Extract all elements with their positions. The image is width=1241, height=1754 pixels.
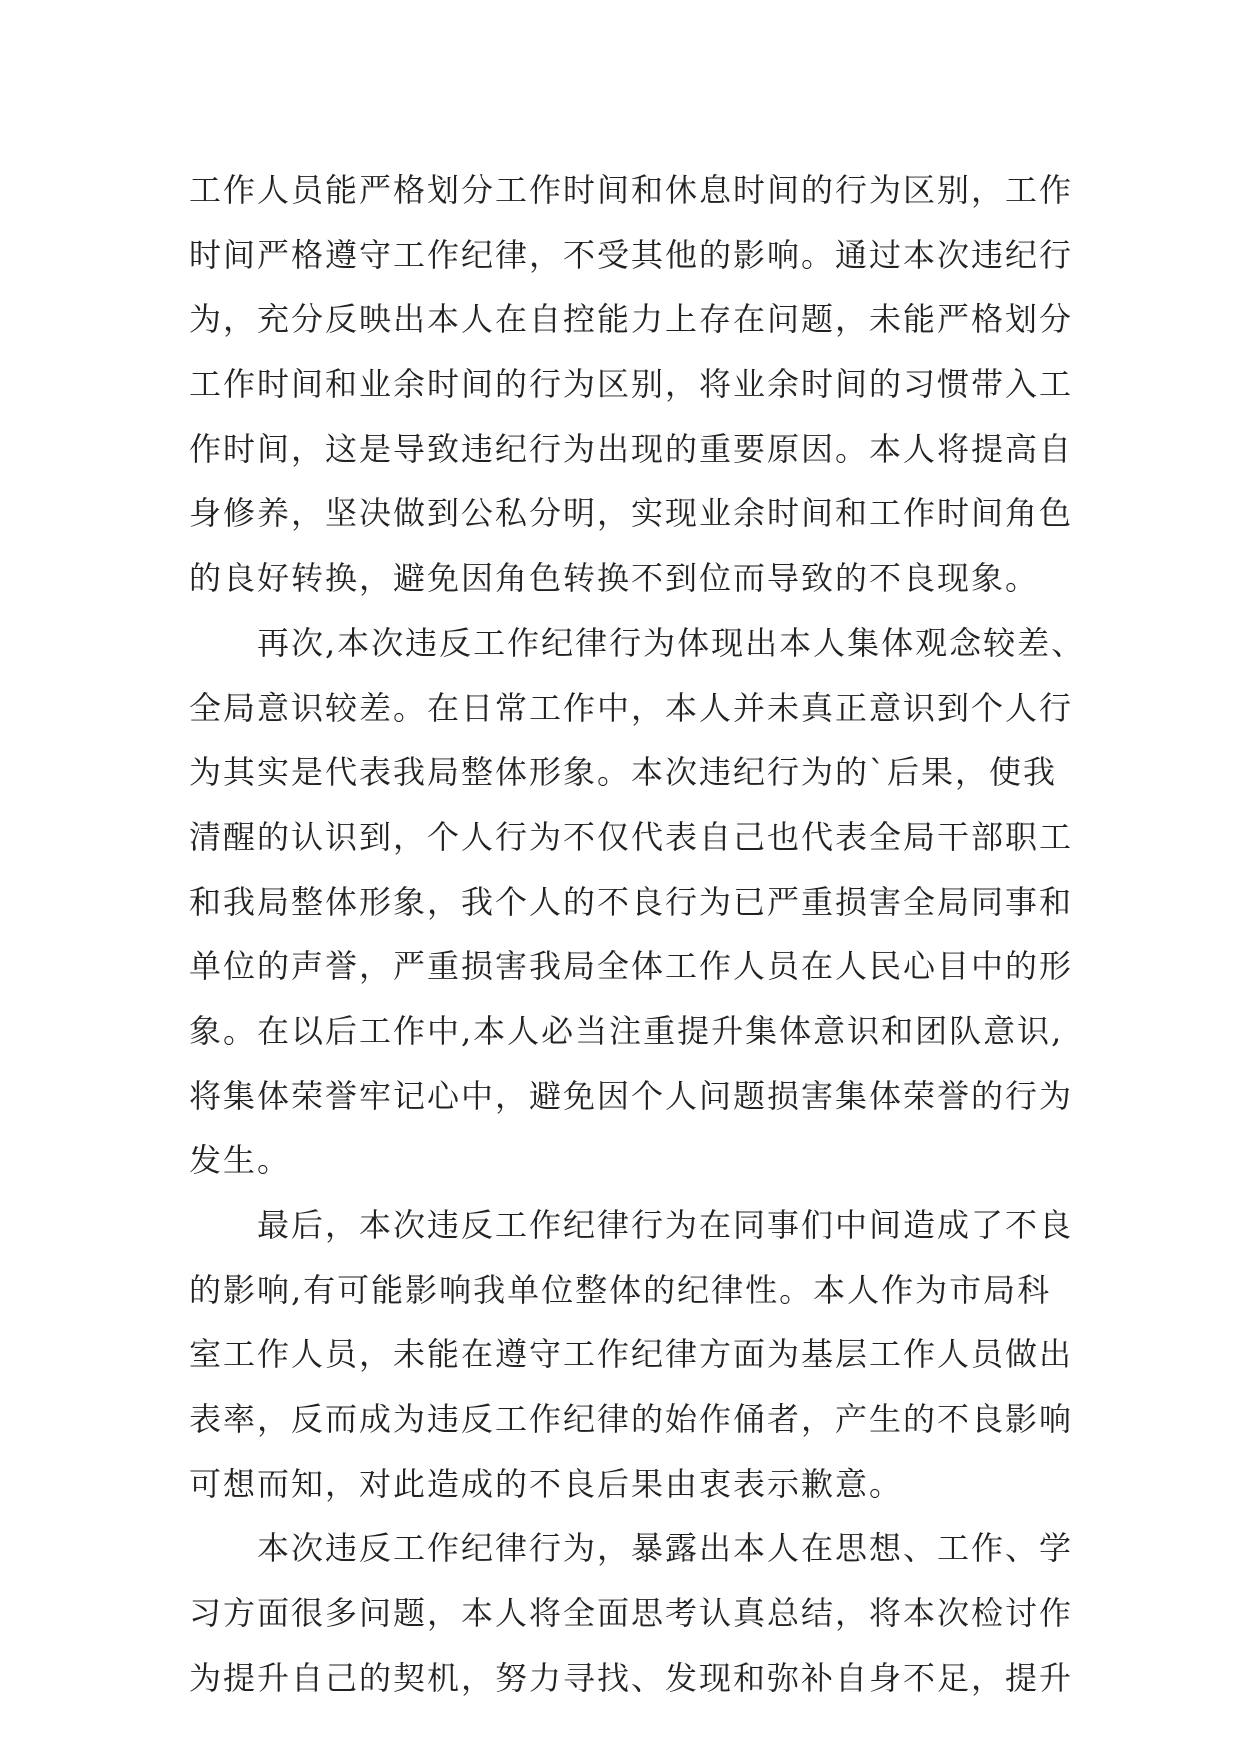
text-line: 清醒的认识到，个人行为不仅代表自己也代表全局干部职工	[189, 817, 1074, 856]
document-body	[189, 158, 1086, 1711]
text-line: 习方面很多问题，本人将全面思考认真总结，将本次检讨作	[189, 1594, 1074, 1633]
text-line: 的影响,有可能影响我单位整体的纪律性。本人作为市局科	[189, 1270, 1052, 1309]
text-line: 再次,本次违反工作纪律行为体现出本人集体观念较差、	[257, 623, 1086, 662]
paragraph	[189, 1516, 1074, 1710]
text-line: 本次违反工作纪律行为，暴露出本人在思想、工作、学	[257, 1529, 1074, 1568]
text-line: 室工作人员，未能在遵守工作纪律方面为基层工作人员做出	[189, 1335, 1074, 1374]
paragraph	[189, 611, 1086, 1193]
text-line: 表率，反而成为违反工作纪律的始作俑者，产生的不良影响	[189, 1400, 1074, 1439]
text-line: 象。在以后工作中,本人必当注重提升集体意识和团队意识,	[189, 1011, 1064, 1050]
text-line: 可想而知，对此造成的不良后果由衷表示歉意。	[189, 1464, 904, 1503]
text-line: 为其实是代表我局整体形象。本次违纪行为的`后果，使我	[189, 753, 1058, 792]
text-line: 作时间，这是导致违纪行为出现的重要原因。本人将提高自	[189, 429, 1074, 468]
text-line: 工作时间和业余时间的行为区别，将业余时间的习惯带入工	[189, 365, 1074, 404]
text-line: 全局意识较差。在日常工作中，本人并未真正意识到个人行	[189, 688, 1074, 727]
text-line: 发生。	[189, 1141, 292, 1180]
text-line: 工作人员能严格划分工作时间和休息时间的行为区别，工作	[189, 171, 1074, 209]
paragraph	[189, 1193, 1074, 1516]
paragraph	[189, 158, 1074, 611]
text-line: 时间严格遵守工作纪律，不受其他的影响。通过本次违纪行	[189, 235, 1074, 274]
text-line: 为，充分反映出本人在自控能力上存在问题，未能严格划分	[189, 300, 1074, 339]
text-line: 为提升自己的契机，努力寻找、发现和弥补自身不足，提升	[189, 1658, 1074, 1697]
text-line: 单位的声誉，严重损害我局全体工作人员在人民心目中的形	[189, 947, 1074, 986]
text-line: 最后，本次违反工作纪律行为在同事们中间造成了不良	[257, 1206, 1074, 1244]
text-line: 身修养，坚决做到公私分明，实现业余时间和工作时间角色	[189, 494, 1074, 533]
text-line: 的良好转换，避免因角色转换不到位而导致的不良现象。	[189, 559, 1040, 598]
text-line: 将集体荣誉牢记心中，避免因个人问题损害集体荣誉的行为	[189, 1076, 1074, 1115]
text-line: 和我局整体形象，我个人的不良行为已严重损害全局同事和	[189, 882, 1074, 921]
